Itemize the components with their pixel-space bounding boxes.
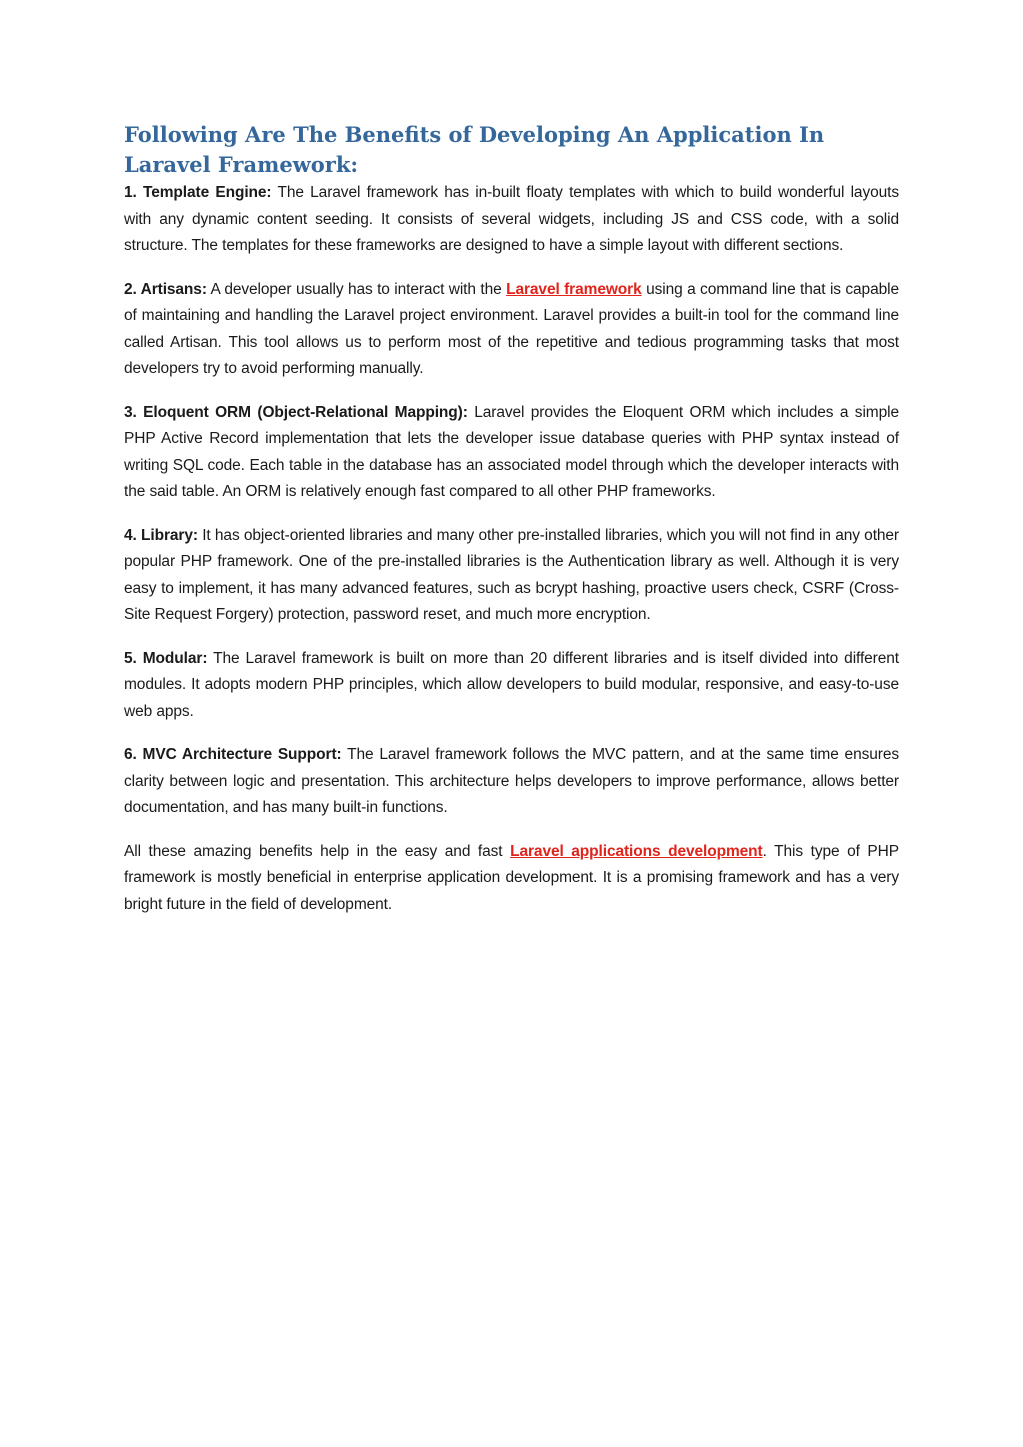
laravel-framework-link[interactable]: Laravel framework	[506, 280, 642, 298]
section-text: The Laravel framework has in-built floaty templates with which to build wonderful layouts with any dynamic content seeding. It consists of several widgets, including JS and CSS code, with a solid structure. The templates for these frameworks are designed to have a simple layout with different sections.	[124, 184, 899, 254]
section-text: The Laravel framework is built on more than 20 different libraries and is itself divided into different modules. It adopts modern PHP principles, which allow developers to build modular, responsive, and easy-to-use web apps.	[124, 649, 899, 720]
section-heading: 1. Template Engine:	[124, 184, 272, 201]
section-mvc-architecture	[124, 742, 899, 822]
section-eloquent-orm	[124, 400, 899, 506]
page-title: Following Are The Benefits of Developing An Application In Laravel Framework:	[124, 122, 825, 177]
conclusion-paragraph	[124, 839, 899, 919]
section-text: A developer usually has to interact with the	[206, 280, 507, 298]
section-text: It has object-oriented libraries and many other pre-installed libraries, which you will not find in any other popular PHP framework. One of the pre-installed libraries is the Authentication library as well. Although it is very easy to implement, it has many advanced features, such as bcrypt hashing, proactive users check, CSRF (Cross-Site Request Forgery) protection, password reset, and much more encryption.	[124, 526, 899, 623]
section-modular	[124, 646, 899, 726]
section-heading: 5. Modular:	[124, 649, 208, 667]
section-text: Laravel provides the Eloquent ORM which includes a simple PHP Active Record implementation that lets the developer issue database queries with PHP syntax instead of writing SQL code. Each table in the database has an associated model through which the developer interacts with the said table. An ORM is relatively enough fast compared to all other PHP frameworks.	[124, 403, 900, 500]
section-heading: 4. Library:	[124, 526, 198, 544]
section-heading: 3. Eloquent ORM (Object-Relational Mapping):	[124, 403, 468, 421]
section-heading: 2. Artisans:	[124, 280, 207, 298]
document-page	[124, 120, 899, 935]
section-text: The Laravel framework follows the MVC pattern, and at the same time ensures clarity between logic and presentation. This architecture helps developers to improve performance, allows better documentation, and has many built-in functions.	[124, 746, 899, 816]
conclusion-text: All these amazing benefits help in the easy and fast	[124, 842, 511, 860]
conclusion-text: . This type of PHP framework is mostly beneficial in enterprise application development. It is a promising framework and has a very bright future in the field of development.	[124, 842, 899, 913]
section-text: using a command line that is capable of maintaining and handling the Laravel project environment. Laravel provides a built-in tool for the command line called Artisan. This tool allows us to perform most of the repetitive and tedious programming tasks that most developers try to avoid performing manually.	[124, 280, 899, 377]
section-artisans	[124, 277, 899, 383]
section-library	[124, 523, 899, 629]
section-template-engine	[124, 180, 899, 260]
laravel-applications-development-link[interactable]: Laravel applications development	[510, 842, 763, 860]
section-heading: 6. MVC Architecture Support:	[124, 746, 342, 763]
